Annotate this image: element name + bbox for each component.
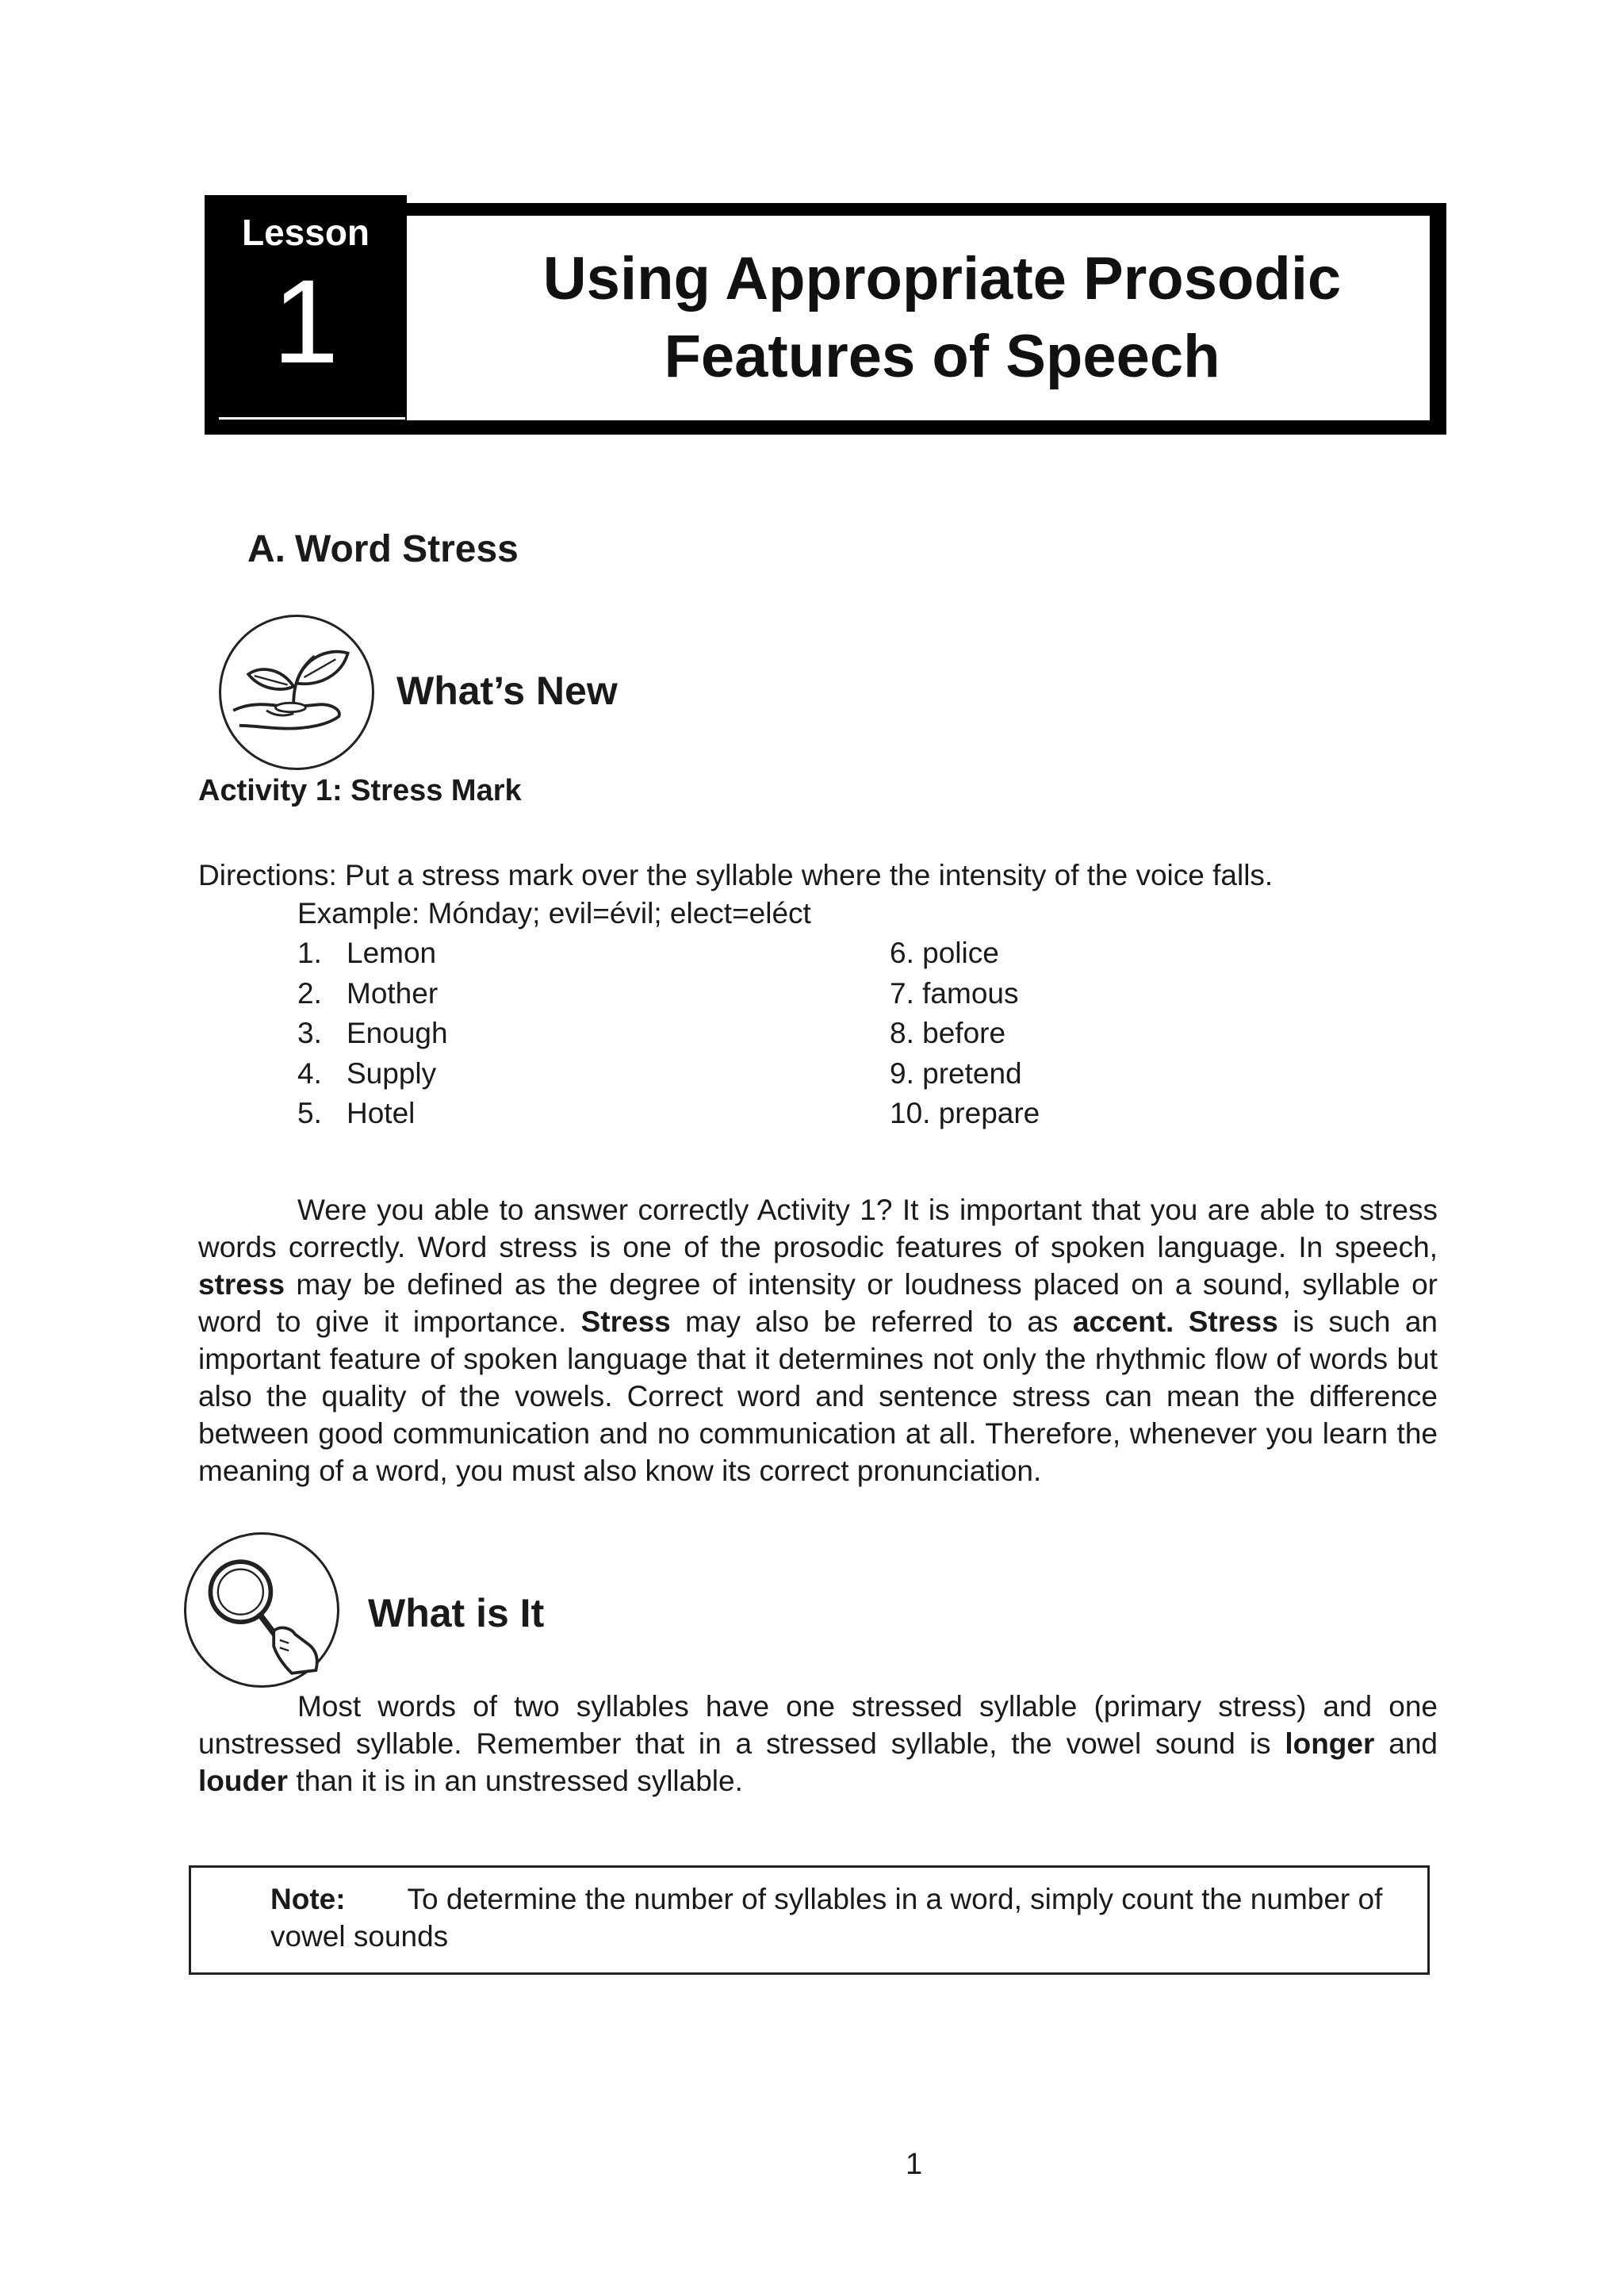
list-item: 2. Mother [297,976,439,1010]
lesson-box-rule [219,417,405,420]
list-item: 4. Supply [297,1056,437,1090]
activity-title: Activity 1: Stress Mark [198,774,522,807]
lesson-title [543,240,1341,396]
word-list-left [297,933,448,1134]
list-item: 7. famous [890,976,1019,1010]
plant-in-hand-icon [219,615,374,770]
lesson-title-line2: Features of Speech [664,323,1220,390]
activity-directions: Directions: Put a stress mark over the syllable where the intensity of the voice falls. [198,859,1274,891]
lesson-title-line1: Using Appropriate Prosodic [542,245,1342,312]
note-box [189,1865,1430,1975]
what-is-it-heading: What is It [368,1591,545,1635]
list-item: 8. before [890,1017,1006,1049]
whats-new-heading: What’s New [396,669,618,713]
list-item: 9. pretend [890,1056,1022,1090]
section-letter: A. [247,528,285,570]
section-heading [247,527,519,571]
page-number: 1 [906,2148,923,2181]
lesson-number-box [205,195,407,417]
lesson-label: Lesson [241,212,370,253]
activity-example: Example: Mónday; evil=évil; elect=eléct [297,897,811,930]
note-text [270,1880,1412,1955]
section-title: Word Stress [295,528,519,570]
list-item: 1. Lemon [297,937,437,969]
stress-explanation-paragraph: Were you able to answer correctly Activity 1? It is important that you are able to stress words correctly. Word stress is one of the prosodic features of spoken language. In speech, stress may be defined as the degree of intensity or loudness placed on a sound, syllable or word to give it importance. Stress may also be referred to as accent. Stress is such an important feature of spoken language that it determines not only the rhythmic flow of words but also the quality of the vowels. Correct word and sentence stress can mean the difference between good communication and no communication at all. Therefore, whenever you learn the meaning of a word, you must also know its correct pronunciation. [198,1194,1438,1487]
magnifying-glass-icon [184,1532,339,1688]
list-item: 6. police [890,937,999,969]
note-body: To determine the number of syllables in a word, simply count the number of vowel sounds [270,1883,1383,1953]
list-item: 10. prepare [890,1097,1040,1129]
syllable-paragraph: Most words of two syllables have one stressed syllable (primary stress) and one unstressed syllable. Remember that in a stressed syllable, the vowel sound is longer and louder than it is in an unstressed syllable. [198,1690,1438,1797]
list-item: 5. Hotel [297,1097,416,1129]
note-label: Note: [270,1883,346,1915]
title-panel [407,216,1430,420]
lesson-number: 1 [272,255,339,388]
list-item: 3. Enough [297,1017,448,1049]
word-list-right [890,933,1040,1134]
